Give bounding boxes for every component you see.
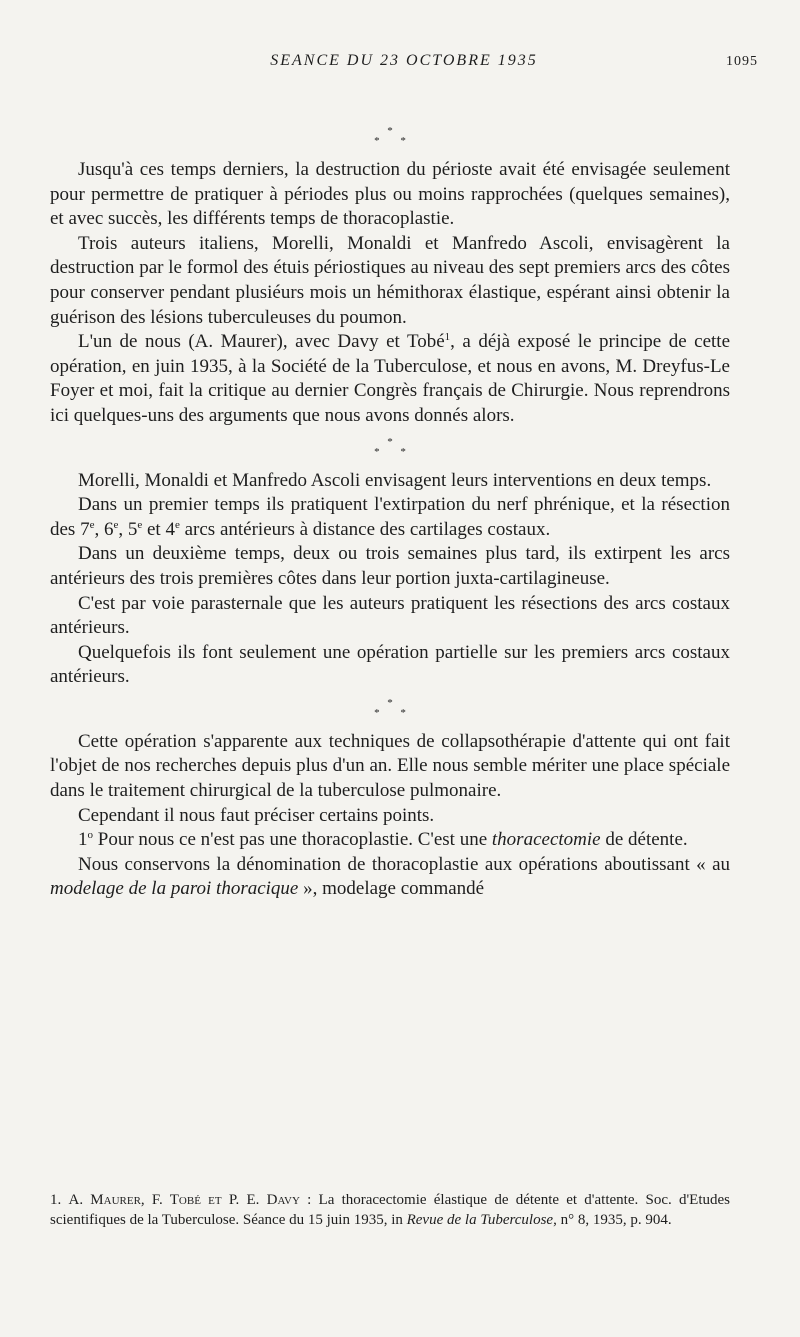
paragraph — [50, 232, 730, 330]
paragraph — [50, 158, 730, 232]
asterism-bottom: * * — [374, 706, 415, 719]
paragraph-text: Jusqu'à ces temps derniers, la destruction du périoste avait été envisagée seulement pour permettre de pratiquer à périodes plus ou moins rapprochées (quelques semaines), et avec succès, les différents temps de thoracoplastie. — [50, 159, 730, 230]
body-text — [50, 118, 730, 902]
ordinal-superscript: e — [174, 518, 180, 531]
section-separator — [50, 118, 730, 158]
footnote-reference-detail: , n° 8, 1935, p. 904. — [553, 1212, 672, 1228]
asterism-top: * — [387, 125, 393, 137]
page-number: 1095 — [726, 54, 758, 69]
paragraph — [50, 804, 730, 829]
emphasis-text: thoracectomie — [491, 829, 601, 851]
paragraph — [50, 330, 730, 428]
paragraph-text: L'un de nous (A. Maurer), avec Davy et Tobé — [78, 331, 445, 353]
paragraph-text: et 4 — [142, 518, 175, 540]
ordinal-superscript: e — [89, 518, 95, 531]
footnote-text: : La thoracectomie élastique de détente et d'attente. Soc. d'Etudes scientifiques de la Tuberculose. Séance du 15 juin 1935, in — [50, 1192, 730, 1228]
paragraph — [50, 493, 730, 542]
paragraph-text: , 6 — [94, 518, 114, 540]
paragraph-text: de détente. — [600, 829, 688, 851]
footnote-reference[interactable]: 1 — [444, 331, 451, 344]
page-header — [50, 52, 758, 76]
paragraph-text: Cependant il nous faut préciser certains points. — [78, 804, 435, 826]
paragraph-text: », modelage commandé — [298, 878, 485, 900]
paragraph-text: Quelquefois ils font seulement une opération partielle sur les premiers arcs costaux antérieurs. — [50, 641, 730, 688]
paragraph-text: Trois auteurs italiens, Morelli, Monaldi et Manfredo Ascoli, envisagèrent la destruction par le formol des étuis périostiques au niveau des sept premiers arcs des côtes pour conserver pendant plusiéurs mois un hémithorax élastique, espérant ainsi obtenir la guérison des lésions tuberculeuses du poumon. — [50, 232, 730, 328]
footnote — [50, 1190, 730, 1230]
asterism-bottom: * * — [374, 445, 415, 458]
paragraph — [50, 853, 730, 902]
section-separator — [50, 429, 730, 469]
paragraph-text: Pour nous ce n'est pas une thoracoplastie. C'est une — [93, 829, 492, 851]
paragraph — [50, 730, 730, 804]
emphasis-text: modelage de la paroi thoracique — [50, 878, 299, 900]
paragraph-text: Morelli, Monaldi et Manfredo Ascoli envisagent leurs interventions en deux temps. — [78, 469, 712, 491]
paragraph-text: , a déjà exposé le principe de cette opération, en juin 1935, à la Société de la Tuberculose, et nous en avons, M. Dreyfus-Le Foyer et moi, fait la critique au dernier Congrès français de Chirurgie. Nous reprendrons ici quelques-uns des arguments que nous avons donnés alors. — [50, 331, 730, 426]
paragraph — [50, 828, 730, 853]
running-title: SEANCE DU 23 OCTOBRE 1935 — [270, 52, 538, 69]
asterism-top: * — [387, 435, 393, 448]
paragraph-text: Nous conservons la dénomination de thoracoplastie aux opérations aboutissant « au — [78, 853, 730, 875]
paragraph-text: Cette opération s'apparente aux techniques de collapsothérapie d'attente qui ont fait l'objet de nos recherches depuis plus d'un an. Elle nous semble mériter une place spéciale dans le traitement chirurgical de la tuberculose pulmonaire. — [50, 730, 730, 802]
list-number: 1 — [78, 829, 88, 851]
ordinal-superscript: e — [137, 518, 143, 531]
ordinal-superscript: o — [87, 829, 93, 842]
section-separator — [50, 690, 730, 730]
paragraph — [50, 592, 730, 641]
paragraph-text: Dans un deuxième temps, deux ou trois semaines plus tard, ils extirpent les arcs antérieurs des trois premières côtes dans leur portion juxta-cartilagineuse. — [50, 543, 730, 589]
footnote-journal: Revue de la Tuberculose — [406, 1212, 554, 1228]
footnote-authors: A. Maurer, F. Tobé et P. E. Davy — [68, 1192, 300, 1208]
paragraph-text: , 5 — [118, 518, 138, 540]
paragraph — [50, 542, 730, 591]
paragraph-text: arcs antérieurs à distance des cartilages costaux. — [179, 518, 551, 540]
asterism-bottom: * * — [374, 135, 415, 147]
paragraph — [50, 469, 730, 494]
ordinal-superscript: e — [113, 518, 119, 531]
paragraph-text: Dans un premier temps ils pratiquent l'extirpation du nerf phrénique, et la résection des 7 — [50, 494, 730, 540]
footnote-number: 1. — [50, 1192, 62, 1208]
asterism-top: * — [387, 696, 393, 709]
paragraph — [50, 641, 730, 690]
paragraph-text: C'est par voie parasternale que les auteurs pratiquent les résections des arcs costaux antérieurs. — [50, 592, 730, 639]
